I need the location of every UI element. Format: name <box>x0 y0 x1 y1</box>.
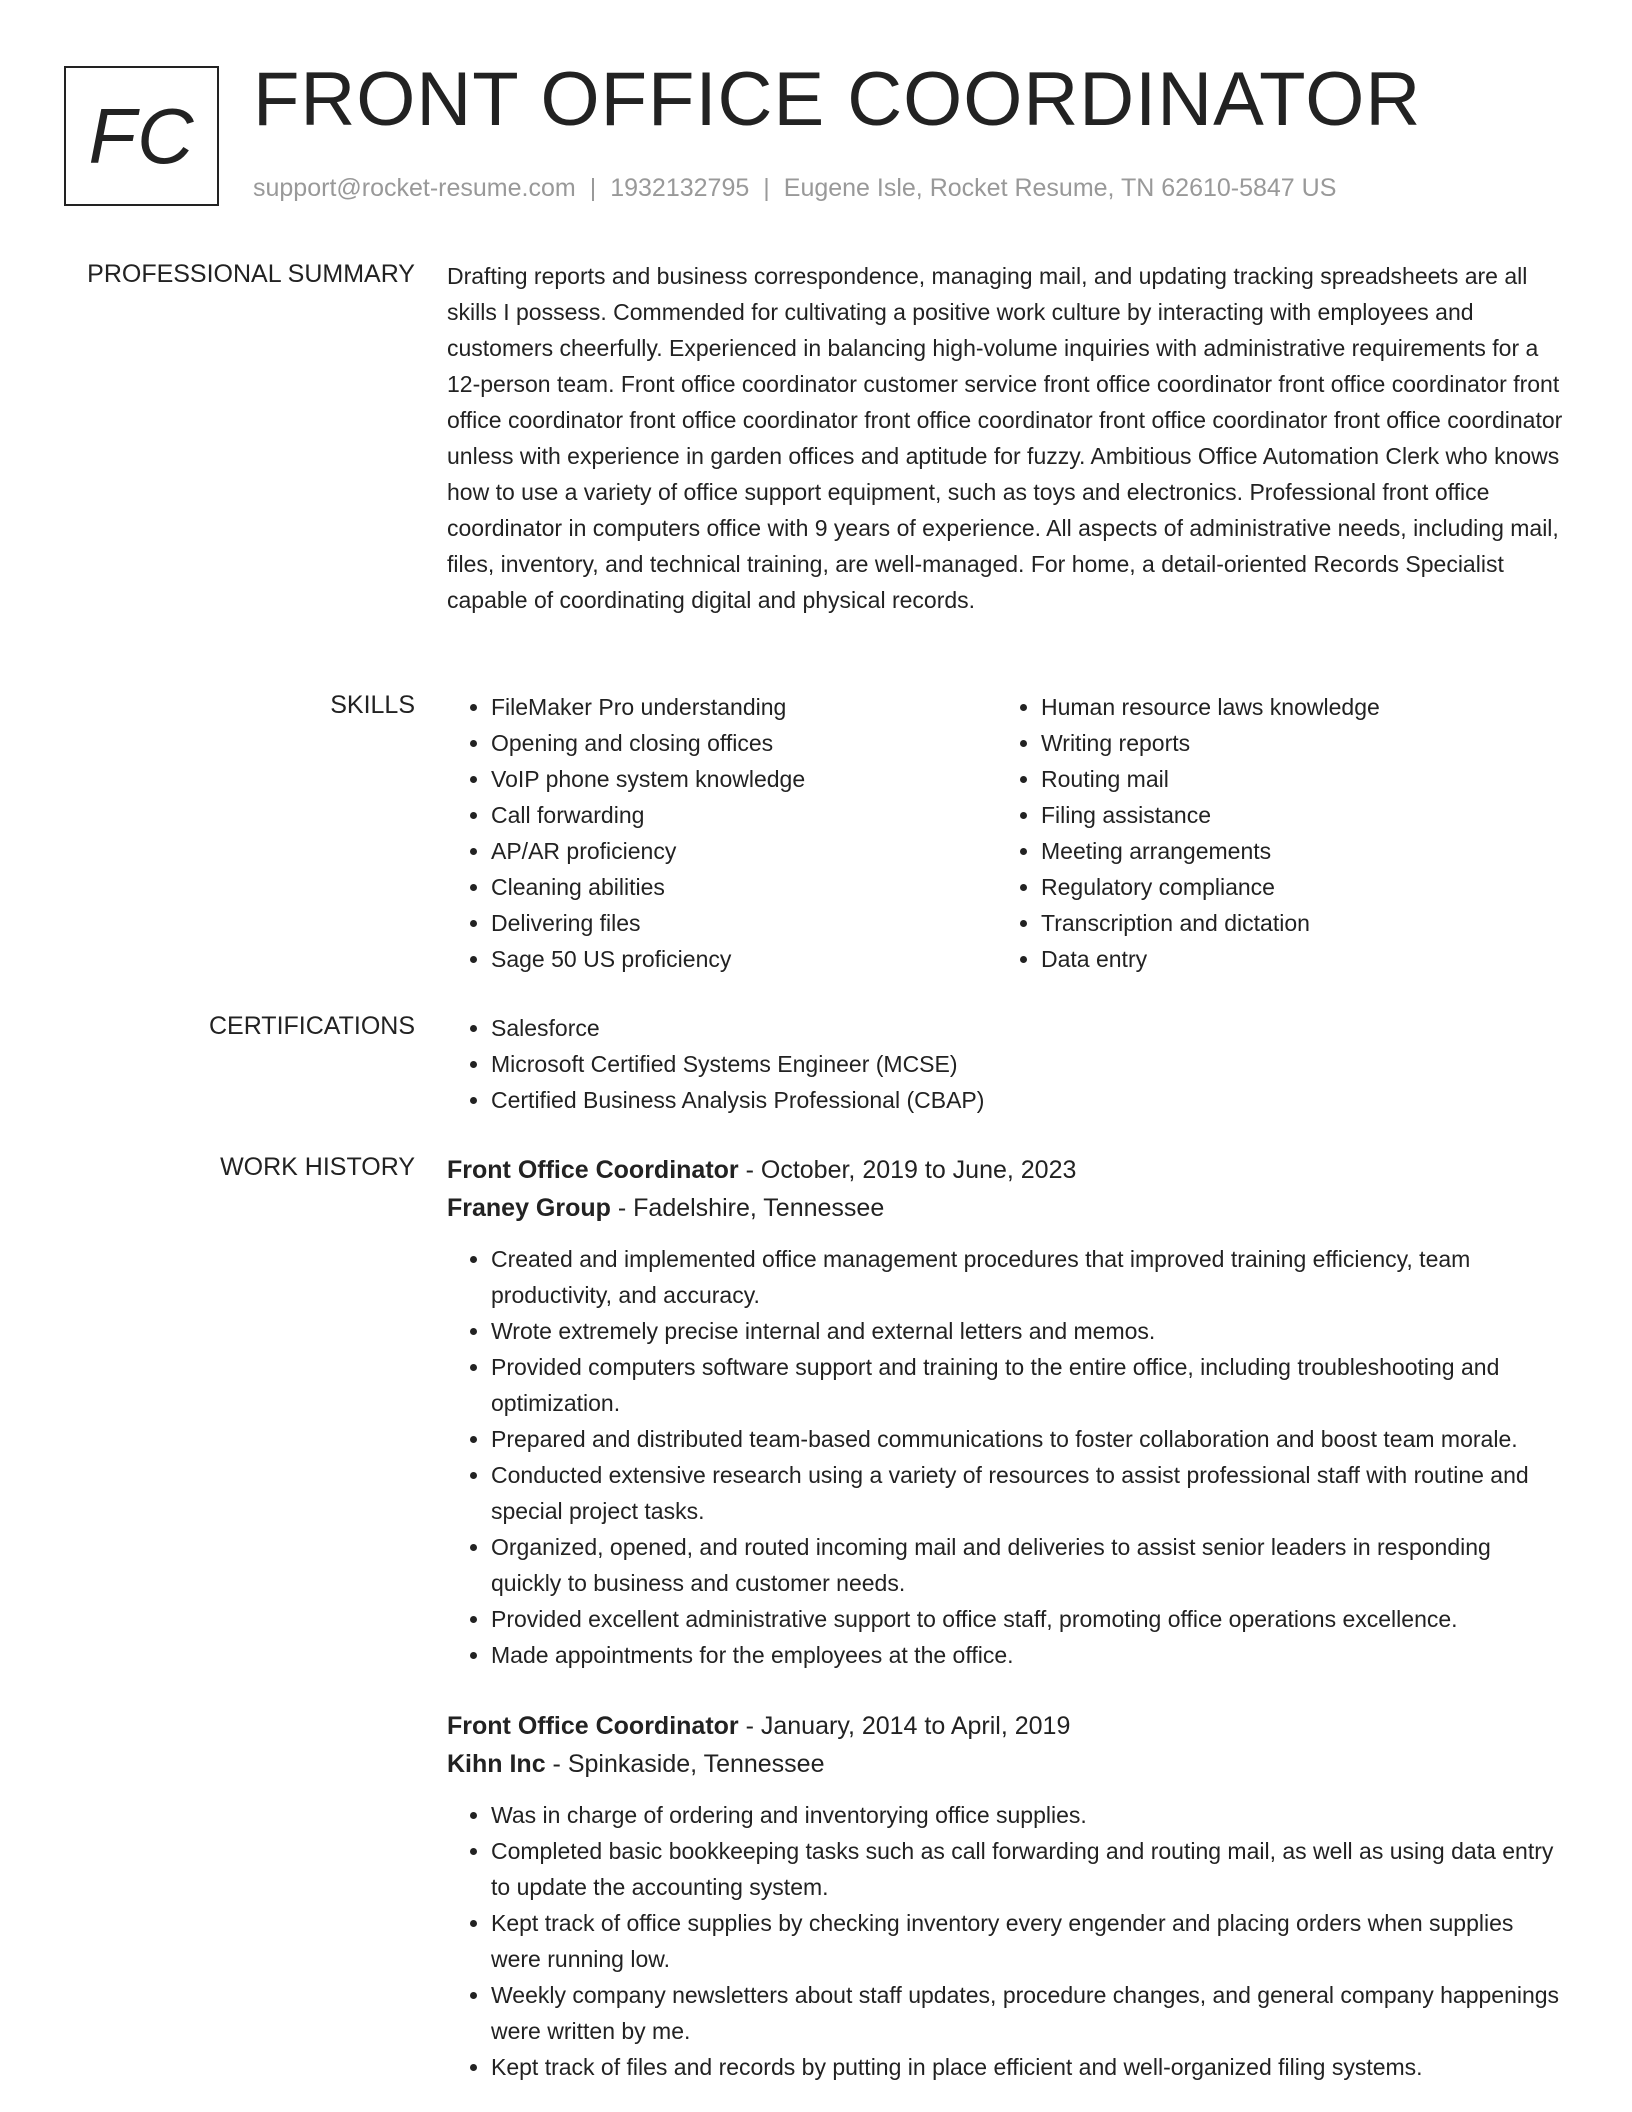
job-company-line <box>447 1189 1567 1227</box>
certification-item: • Salesforce <box>491 1010 1567 1046</box>
job-company-line <box>447 1745 1567 1783</box>
contact-phone: 1932132795 <box>610 174 750 202</box>
skill-item: • Delivering files <box>491 905 997 941</box>
job-bullet: • Weekly company newsletters about staff updates, procedure changes, and general company happenings were written by me. <box>491 1977 1567 2049</box>
job-title: Front Office Coordinator <box>447 1156 739 1184</box>
monogram-initials: FC <box>88 91 195 180</box>
contact-address: Eugene Isle, Rocket Resume, TN 62610-5847 US <box>783 174 1337 202</box>
job-company: Franey Group <box>447 1194 611 1222</box>
job-bullets <box>447 1241 1567 1673</box>
skill-item: • Regulatory compliance <box>1041 869 1547 905</box>
job-title: Front Office Coordinator <box>447 1712 739 1740</box>
certifications-body <box>447 1010 1567 1118</box>
skill-item: • Human resource laws knowledge <box>1041 689 1547 725</box>
skills-body <box>447 689 1567 977</box>
resume-name: FRONT OFFICE COORDINATOR <box>253 57 1422 142</box>
skill-item: • VoIP phone system knowledge <box>491 761 997 797</box>
skill-item: • Transcription and dictation <box>1041 905 1547 941</box>
certification-item: • Certified Business Analysis Professional (CBAP) <box>491 1082 1567 1118</box>
job-bullet: • Was in charge of ordering and inventorying office supplies. <box>491 1797 1567 1833</box>
skill-item: • Routing mail <box>1041 761 1547 797</box>
job-bullet: • Provided excellent administrative support to office staff, promoting office operations excellence. <box>491 1601 1567 1637</box>
summary-heading: PROFESSIONAL SUMMARY <box>87 260 415 288</box>
skills-list-right <box>997 689 1547 977</box>
contact-separator: | <box>589 174 597 202</box>
job-title-line <box>447 1151 1567 1189</box>
work-history-heading: WORK HISTORY <box>220 1153 415 1181</box>
work-history-body <box>447 1151 1567 2112</box>
job-bullet: • Provided computers software support and training to the entire office, including troubleshooting and optimization. <box>491 1349 1567 1421</box>
skill-item: • Writing reports <box>1041 725 1547 761</box>
job-bullet: • Kept track of files and records by putting in place efficient and well-organized filing systems. <box>491 2049 1567 2085</box>
monogram-box <box>64 66 219 206</box>
contact-line <box>253 174 1336 203</box>
skill-item: • Meeting arrangements <box>1041 833 1547 869</box>
skill-item: • Sage 50 US proficiency <box>491 941 997 977</box>
summary-body <box>447 258 1567 618</box>
job-entry <box>447 1707 1567 2085</box>
skills-column-left <box>447 689 997 977</box>
job-bullet: • Wrote extremely precise internal and external letters and memos. <box>491 1313 1567 1349</box>
skills-column-right <box>997 689 1547 977</box>
skills-list-left <box>447 689 997 977</box>
skill-item: • Filing assistance <box>1041 797 1547 833</box>
job-location: - Spinkaside, Tennessee <box>545 1750 825 1778</box>
job-bullet: • Completed basic bookkeeping tasks such as call forwarding and routing mail, as well as using data entry to update the accounting system. <box>491 1833 1567 1905</box>
job-bullet: • Made appointments for the employees at the office. <box>491 1637 1567 1673</box>
skill-item: • AP/AR proficiency <box>491 833 997 869</box>
job-dates: - January, 2014 to April, 2019 <box>738 1712 1071 1740</box>
job-location: - Fadelshire, Tennessee <box>610 1194 885 1222</box>
skill-item: • Cleaning abilities <box>491 869 997 905</box>
skills-heading: SKILLS <box>330 691 415 719</box>
job-title-line <box>447 1707 1567 1745</box>
job-bullet: • Organized, opened, and routed incoming mail and deliveries to assist senior leaders in responding quickly to business and customer needs. <box>491 1529 1567 1601</box>
job-entry <box>447 1151 1567 1673</box>
job-bullets <box>447 1797 1567 2085</box>
contact-separator: | <box>763 174 770 202</box>
job-bullet: • Created and implemented office management procedures that improved training efficiency, team productivity, and accuracy. <box>491 1241 1567 1313</box>
job-company: Kihn Inc <box>447 1750 546 1778</box>
certification-item: • Microsoft Certified Systems Engineer (MCSE) <box>491 1046 1567 1082</box>
skill-item: • Data entry <box>1041 941 1547 977</box>
job-bullet: • Prepared and distributed team-based communications to foster collaboration and boost team morale. <box>491 1421 1567 1457</box>
skill-item: • Opening and closing offices <box>491 725 997 761</box>
skills-columns <box>447 689 1567 977</box>
job-bullet: • Kept track of office supplies by checking inventory every engender and placing orders when supplies were running low. <box>491 1905 1567 1977</box>
certifications-heading: CERTIFICATIONS <box>208 1012 415 1040</box>
job-bullet: • Conducted extensive research using a variety of resources to assist professional staff with routine and special project tasks. <box>491 1457 1567 1529</box>
skill-item: • FileMaker Pro understanding <box>491 689 997 725</box>
skill-item: • Call forwarding <box>491 797 997 833</box>
certifications-list <box>447 1010 1567 1118</box>
contact-email: support@rocket-resume.com <box>253 174 576 202</box>
job-dates: - October, 2019 to June, 2023 <box>738 1156 1077 1184</box>
summary-text: Drafting reports and business correspondence, managing mail, and updating tracking spreadsheets are all skills I possess. Commended for cultivating a positive work culture by interacting with employees and customers cheerfully. Experienced in balancing high-volume inquiries with administrative requirements for a 12-person team. Front office coordinator customer service front office coordinator front office coordinator front office coordinator front office coordinator front office coordinator front office coordinator front office coordinator unless with experience in garden offices and aptitude for fuzzy. Ambitious Office Automation Clerk who knows how to use a variety of office support equipment, such as toys and electronics. Professional front office coordinator in computers office with 9 years of experience. All aspects of administrative needs, including mail, files, inventory, and technical training, are well-managed. For home, a detail-oriented Records Specialist capable of coordinating digital and physical records. <box>447 263 1563 613</box>
